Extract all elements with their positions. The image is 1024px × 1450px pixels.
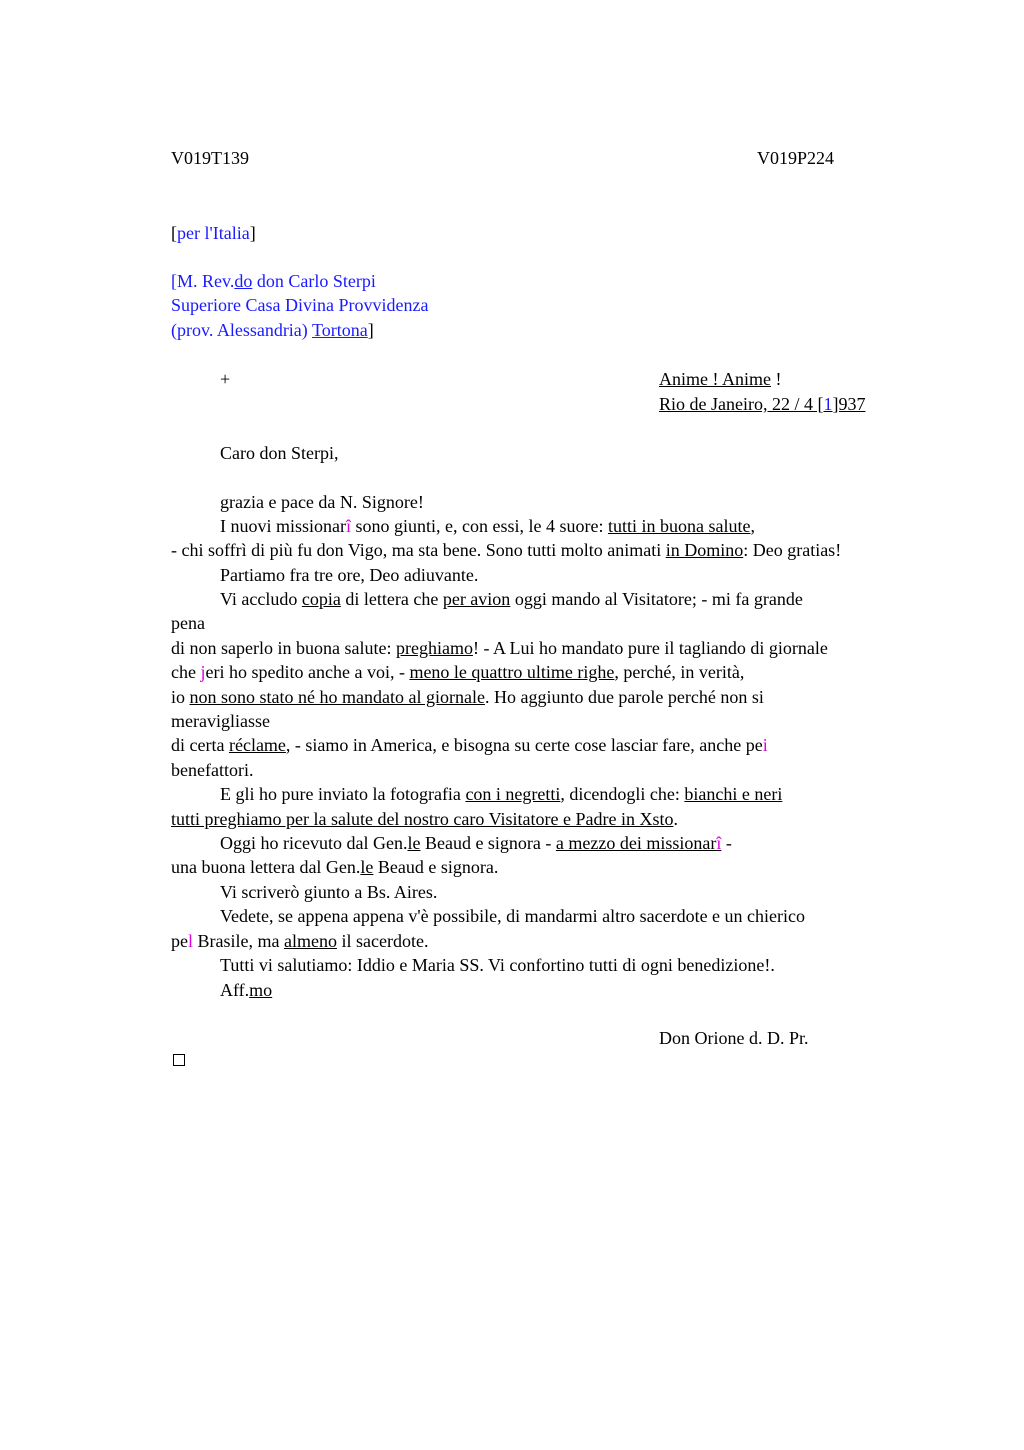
body-line: - chi soffrì di più fu don Vigo, ma sta bene. Sono tutti molto animati in Domino: Deo gratias!: [171, 540, 842, 560]
body-line: tutti preghiamo per la salute del nostro caro Visitatore e Padre in Xsto.: [171, 809, 678, 829]
body-line: di certa réclame, - siamo in America, e bisogna su certe cose lasciar fare, anche pei: [171, 735, 768, 755]
ref-left: V019T139: [171, 148, 249, 168]
body-line: Oggi ho ricevuto dal Gen.le Beaud e signora - a mezzo dei missionarî -: [220, 833, 732, 853]
body-line: Vi accludo copia di lettera che per avion oggi mando al Visitatore; - mi fa grande: [220, 589, 803, 609]
cross-mark: +: [220, 369, 231, 389]
body-line: che jeri ho spedito anche a voi, - meno le quattro ultime righe, perché, in verità,: [171, 662, 745, 682]
motto: Anime ! Anime !: [659, 369, 782, 389]
salutation: Caro don Sterpi,: [220, 443, 339, 463]
body-line: Vi scriverò giunto a Bs. Aires.: [220, 882, 438, 902]
box-icon: [173, 1054, 185, 1066]
body-line: pel Brasile, ma almeno il sacerdote.: [171, 931, 429, 951]
body-line: Partiamo fra tre ore, Deo adiuvante.: [220, 565, 479, 585]
body-line: io non sono stato né ho mandato al giornale. Ho aggiunto due parole perché non si: [171, 687, 764, 707]
body-line: Vedete, se appena appena v'è possibile, di mandarmi altro sacerdote e un chierico: [220, 906, 806, 926]
body-line: pena: [171, 613, 205, 633]
body-line: Tutti vi salutiamo: Iddio e Maria SS. Vi confortino tutti di ogni benedizione!.: [220, 955, 775, 975]
body-line: benefattori.: [171, 760, 254, 780]
signature: Don Orione d. D. Pr.: [659, 1028, 809, 1048]
body-line: di non saperlo in buona salute: preghiamo! - A Lui ho mandato pure il tagliando di giornale: [171, 638, 828, 658]
destination-note: [per l'Italia]: [171, 223, 256, 243]
closing: Aff.mo: [220, 980, 273, 1000]
address-line-3: (prov. Alessandria) Tortona]: [171, 320, 374, 340]
address-line-1: [M. Rev.do don Carlo Sterpi: [171, 271, 376, 291]
address-line-2: Superiore Casa Divina Provvidenza: [171, 295, 429, 315]
body-line: una buona lettera dal Gen.le Beaud e signora.: [171, 857, 499, 877]
body-line: E gli ho pure inviato la fotografia con i negretti, dicendogli che: bianchi e neri: [220, 784, 783, 804]
body-line: meravigliasse: [171, 711, 270, 731]
body-line: I nuovi missionarî sono giunti, e, con essi, le 4 suore: tutti in buona salute,: [220, 516, 755, 536]
ref-right: V019P224: [757, 148, 835, 168]
body-line: grazia e pace da N. Signore!: [220, 492, 424, 512]
dateline: Rio de Janeiro, 22 / 4 [1]937: [659, 394, 866, 414]
